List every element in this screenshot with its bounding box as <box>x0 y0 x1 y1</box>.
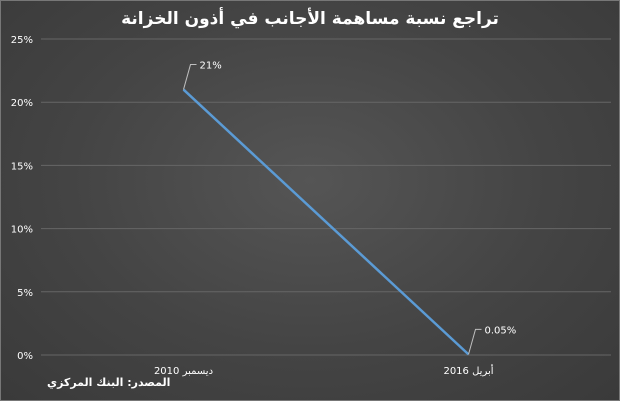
x-axis-ticks <box>154 364 494 377</box>
y-tick-label: 0% <box>17 351 33 362</box>
x-tick-label: ديسمبر 2010 <box>153 366 214 377</box>
x-tick-label: أبريل 2016 <box>443 366 494 377</box>
data-labels <box>184 61 517 355</box>
data-label-leader <box>184 65 197 90</box>
y-tick-label: 15% <box>10 161 33 173</box>
plot-area <box>1 1 619 400</box>
y-tick-label: 5% <box>17 287 33 299</box>
y-tick-label: 25% <box>10 35 33 46</box>
series <box>184 90 469 355</box>
series-line <box>184 90 469 355</box>
chart-title: تراجع نسبة مساهمة الأجانب في أذون الخزانة <box>121 9 499 29</box>
y-tick-label: 10% <box>10 224 33 236</box>
data-label: 21% <box>199 60 222 72</box>
source-note: المصدر: البنك المركزي <box>47 376 171 389</box>
gridlines <box>41 39 611 355</box>
y-tick-label: 20% <box>10 98 33 110</box>
data-label: 0.05% <box>484 325 517 337</box>
y-axis-ticks <box>11 35 33 362</box>
data-label-leader <box>469 329 482 354</box>
